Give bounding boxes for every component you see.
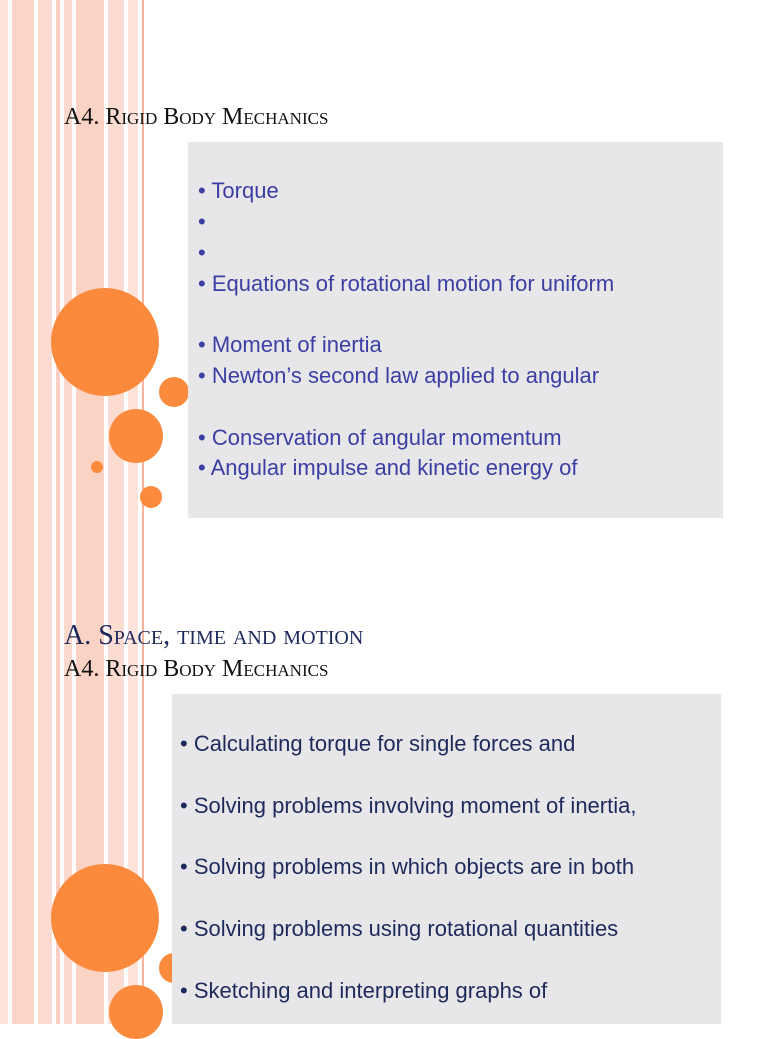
bullet-item: • Torque — [198, 178, 279, 203]
decor-circle — [159, 377, 189, 407]
bullet-item: • Conservation of angular momentum — [198, 425, 562, 450]
bullet-item: • Newton’s second law applied to angular — [198, 363, 600, 388]
decor-stripe — [12, 0, 34, 1024]
bullet-item: • Equations of rotational motion for uniform — [198, 271, 615, 296]
bullet-item: • Solving problems using rotational quantities — [180, 916, 619, 941]
decor-stripe — [142, 0, 144, 1024]
bullet-item: • Solving problems involving moment of inertia, — [180, 793, 637, 818]
bullet-item: • Solving problems in which objects are in both — [180, 854, 635, 879]
decor-circle — [109, 985, 163, 1039]
slide-subtitle: A4. Rigid Body Mechanics — [64, 104, 329, 130]
bullet-item: • Sketching and interpreting graphs of — [180, 978, 548, 1003]
bullet-item: • Moment of inertia — [198, 332, 382, 357]
decor-stripe — [0, 0, 8, 1024]
bullet-item: • — [198, 240, 206, 265]
decor-circle — [140, 486, 162, 508]
decor-circle — [51, 288, 159, 396]
decor-stripe — [38, 0, 52, 1024]
content-box — [188, 142, 723, 518]
bullet-item: • Angular impulse and kinetic energy of — [198, 455, 578, 480]
decor-circle — [109, 409, 163, 463]
slide-title: A. Space, time and motion — [64, 620, 364, 651]
decor-stripe — [56, 0, 60, 1024]
bullet-item: • — [198, 209, 206, 234]
decor-stripe — [64, 0, 72, 1024]
decor-circle — [91, 461, 103, 473]
slide-subtitle: A4. Rigid Body Mechanics — [64, 656, 329, 682]
content-box — [172, 694, 721, 1024]
bullet-item: • Calculating torque for single forces and — [180, 731, 576, 756]
decor-circle — [51, 864, 159, 972]
